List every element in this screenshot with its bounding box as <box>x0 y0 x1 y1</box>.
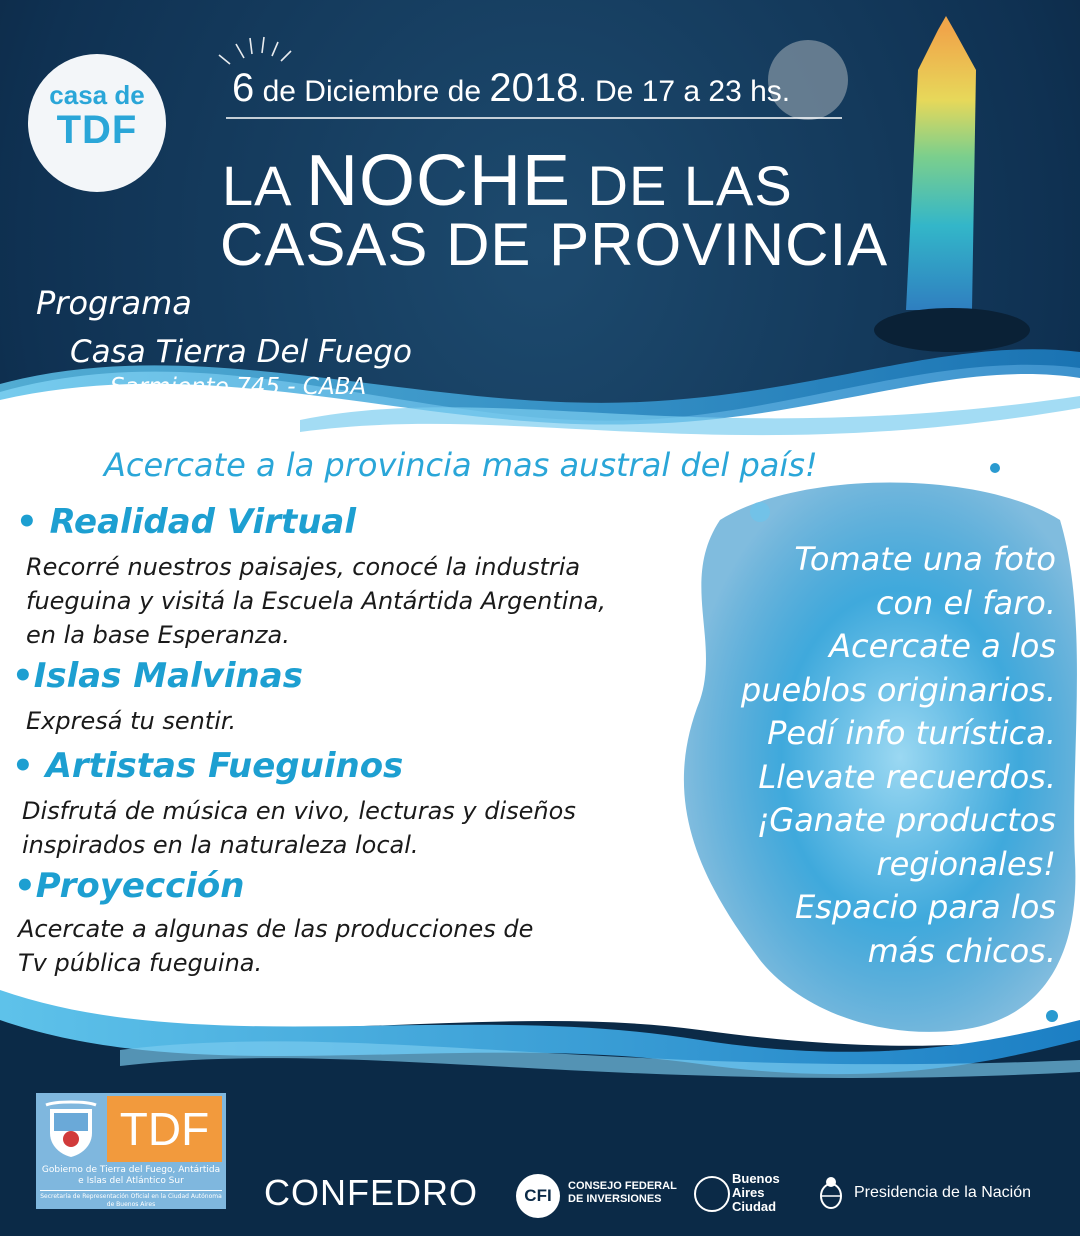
item-desc-islas-malvinas <box>26 704 236 738</box>
cfi-text <box>568 1180 677 1206</box>
buenos-aires-emblem-icon <box>694 1176 730 1212</box>
title-de-las: DE LAS <box>570 154 793 217</box>
side-line: Espacio para los <box>794 888 1056 926</box>
activities-side-list <box>676 538 1056 973</box>
confedro-logo: CONFEDRO <box>264 1172 478 1213</box>
item-desc-artistas-fueguinos <box>22 794 576 862</box>
event-date <box>232 66 872 111</box>
program-address: Sarmiento 745 - CABA <box>110 374 367 400</box>
item-desc-realidad-virtual <box>26 550 606 652</box>
presidencia-logo: Presidencia de la Nación <box>854 1184 1031 1201</box>
date-text2: . De 17 a 23 hs. <box>578 75 791 108</box>
program-place: Casa Tierra Del Fuego <box>70 334 412 370</box>
side-line: ¡Ganate productos <box>756 801 1056 839</box>
logo-line1: casa de <box>49 80 145 110</box>
side-line: con el faro. <box>875 583 1056 622</box>
side-line: Llevate recuerdos. <box>758 757 1056 796</box>
item-title-realidad-virtual: • Realidad Virtual <box>16 502 357 542</box>
title-noche: NOCHE <box>305 141 571 221</box>
item-desc-proyeccion <box>18 912 533 980</box>
cfi-line1: CONSEJO FEDERAL <box>568 1180 677 1192</box>
date-year: 2018 <box>489 66 579 110</box>
desc-line: inspirados en la naturaleza local. <box>22 831 419 859</box>
intro-tagline: Acercate a la provincia mas austral del país! <box>104 446 818 484</box>
item-title-islas-malvinas: •Islas Malvinas <box>12 656 303 696</box>
logo-line2: TDF <box>56 108 138 152</box>
buenos-aires-logo <box>732 1172 780 1214</box>
desc-line: Tv pública fueguina. <box>18 949 263 977</box>
gov-text: Gobierno de Tierra del Fuego, Antártida e Islas del Atlántico Sur <box>41 1165 221 1186</box>
ba-line1: Buenos <box>732 1171 780 1186</box>
tdf-government-logo <box>36 1093 226 1209</box>
program-label: Programa <box>36 284 192 322</box>
cfi-line2: DE INVERSIONES <box>568 1193 662 1205</box>
side-line: Tomate una foto <box>794 540 1056 578</box>
item-title-artistas-fueguinos: • Artistas Fueguinos <box>12 746 404 786</box>
argentina-coat-of-arms-icon <box>818 1176 844 1210</box>
date-day: 6 <box>232 66 255 110</box>
desc-line: Acercate a algunas de las producciones de <box>18 915 534 943</box>
side-line: regionales! <box>876 844 1056 883</box>
tdf-logo-text: TDF <box>107 1096 222 1162</box>
side-line: más chicos. <box>867 931 1056 970</box>
cfi-logo-icon: CFI <box>516 1174 560 1218</box>
ba-line2: Aires <box>732 1185 765 1200</box>
title-la: LA <box>222 154 306 217</box>
desc-line: fueguina y visitá la Escuela Antártida Argentina, <box>26 587 606 615</box>
casa-tdf-logo <box>28 54 166 192</box>
secretaria-text: Secretaría de Representación Oficial en la Ciudad Autónoma de Buenos Aires <box>40 1190 222 1209</box>
desc-line: en la base Esperanza. <box>26 621 290 649</box>
date-text1: de Diciembre de <box>254 75 490 108</box>
item-title-proyeccion: •Proyección <box>14 866 245 906</box>
desc-line: Recorré nuestros paisajes, conocé la industria <box>26 553 581 581</box>
title-line2: CASAS DE PROVINCIA <box>220 211 889 278</box>
desc-line: Disfrutá de música en vivo, lecturas y diseños <box>22 797 576 825</box>
side-line: Pedí info turística. <box>767 714 1056 752</box>
side-line: pueblos originarios. <box>740 670 1056 709</box>
ba-line3: Ciudad <box>732 1199 777 1214</box>
desc-line: Expresá tu sentir. <box>26 707 237 735</box>
tdf-shield-icon <box>42 1099 100 1159</box>
side-line: Acercate a los <box>829 627 1056 665</box>
